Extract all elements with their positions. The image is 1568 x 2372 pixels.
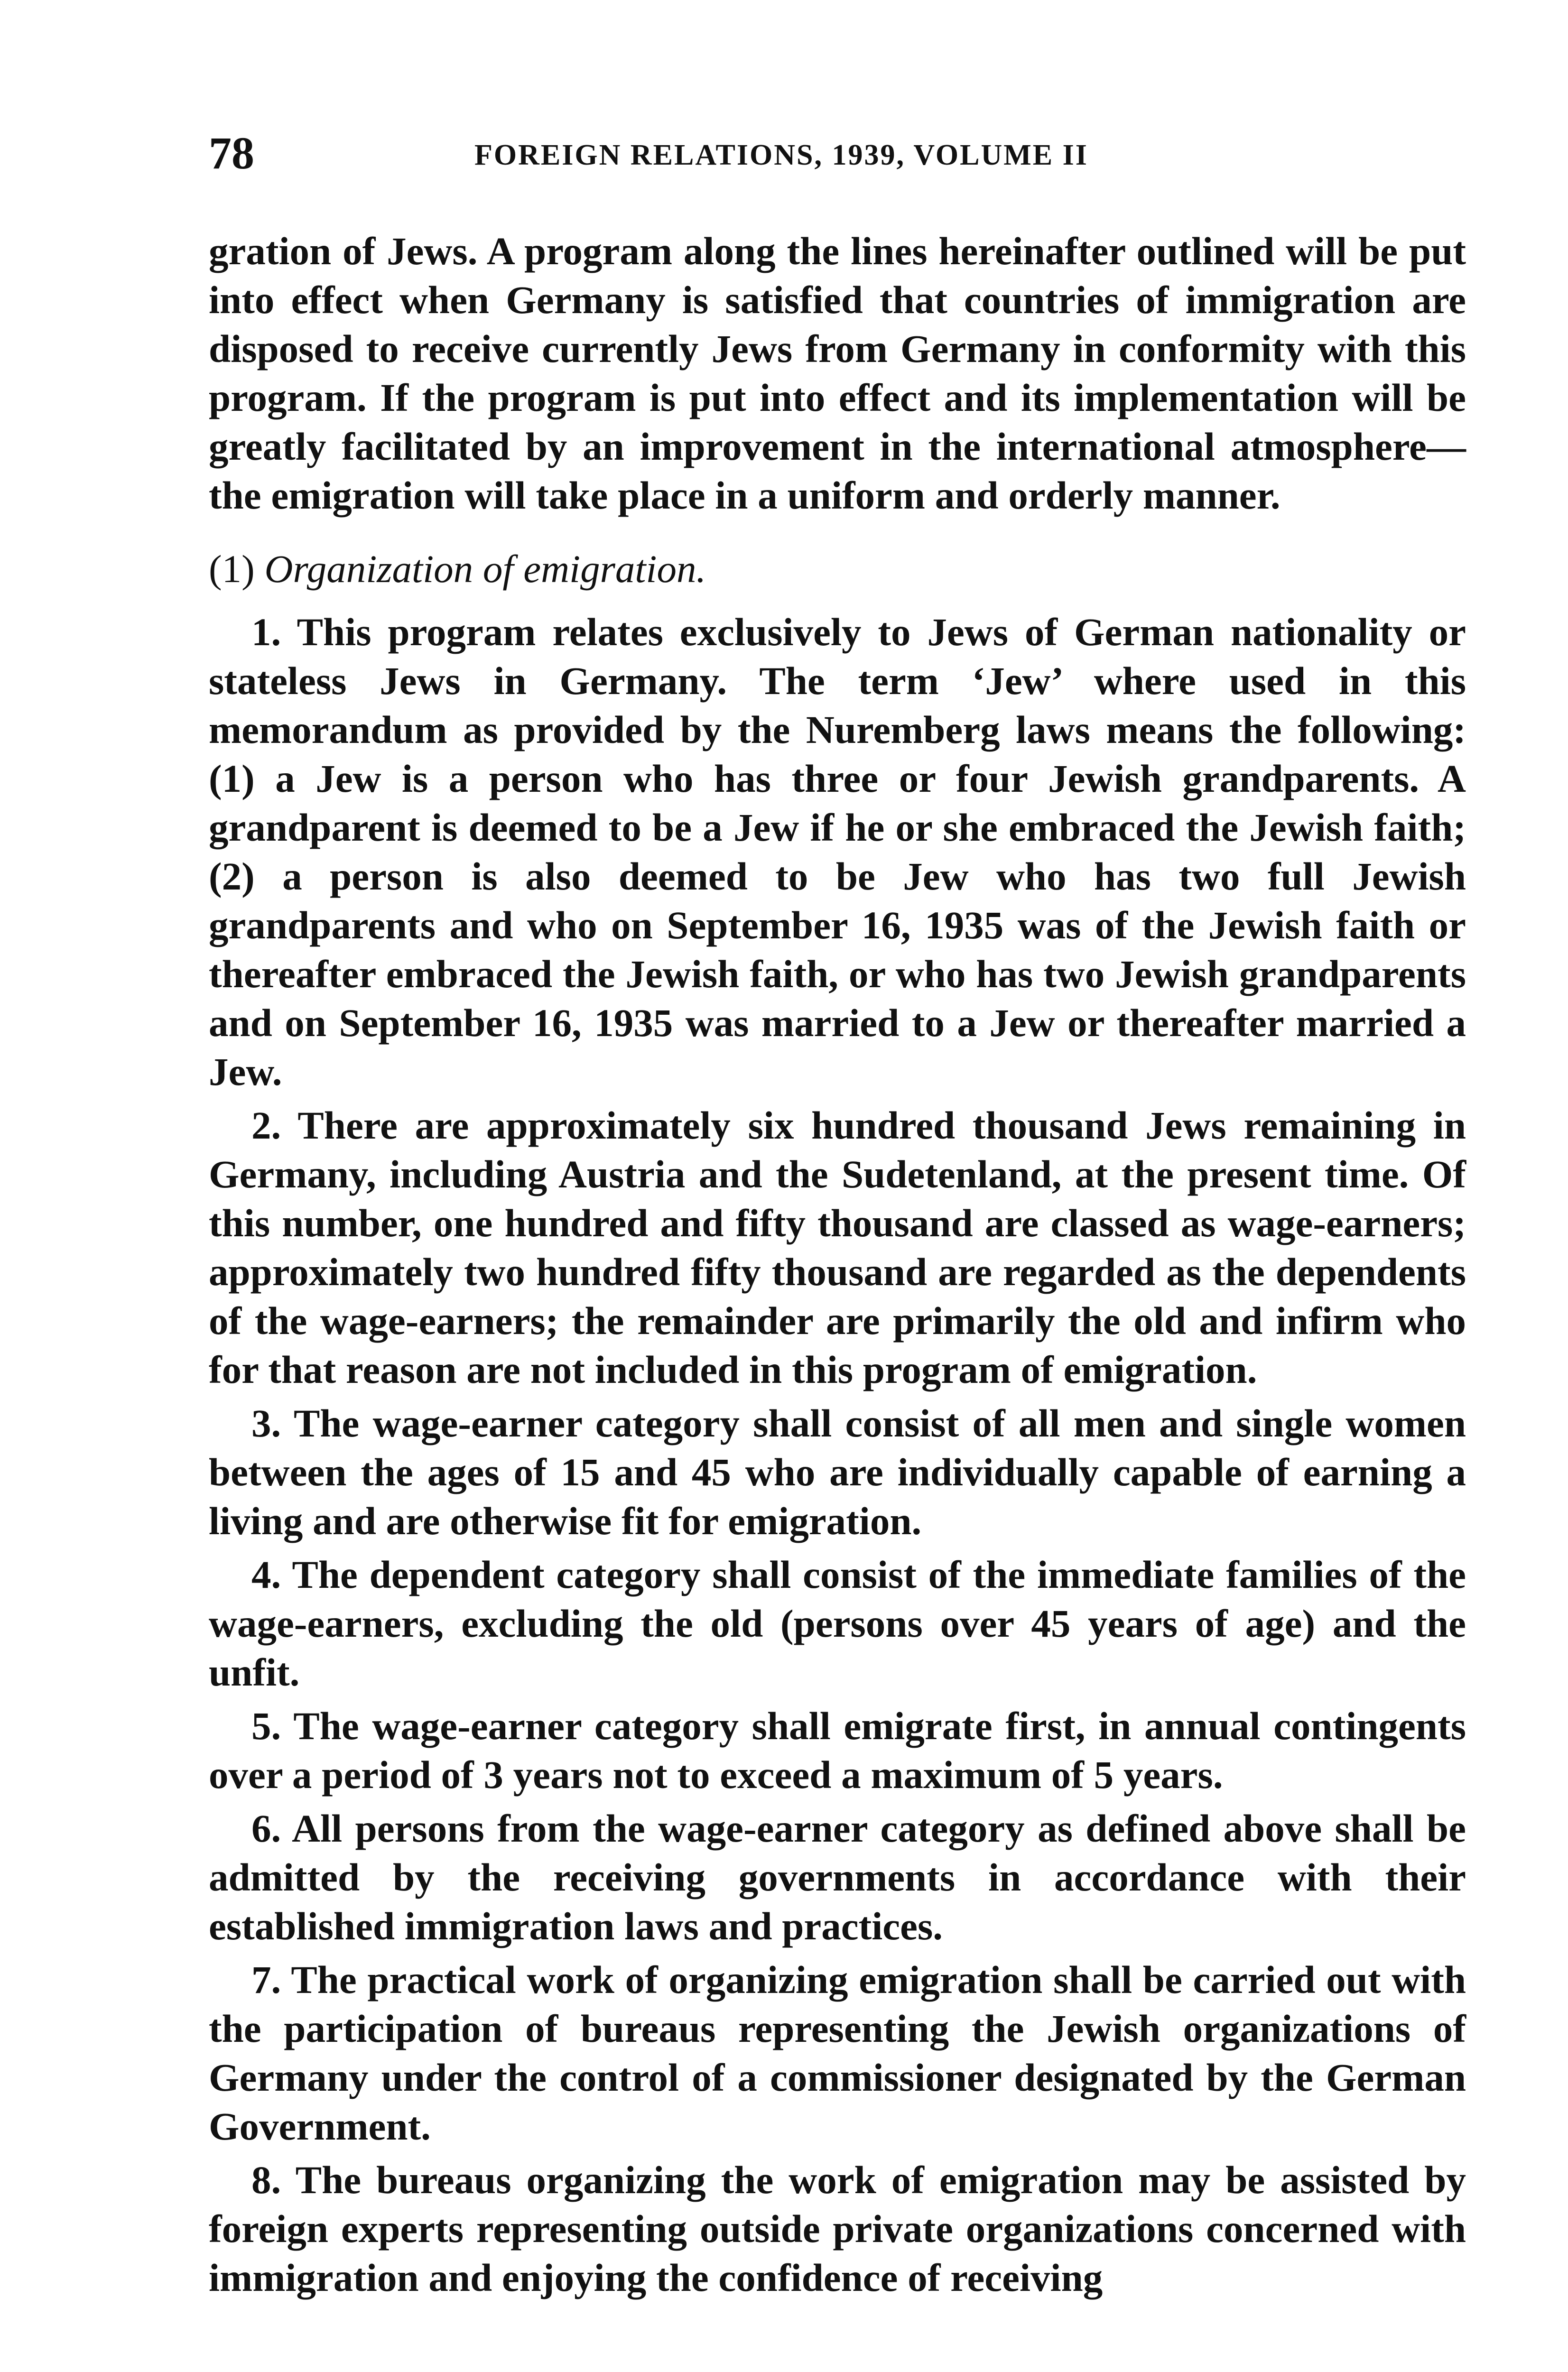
- numbered-paragraph: 1. This program relates exclusively to Jews of German nationality or stateless Jews in Germany. The term ‘Jew’ where used in this memorandum as provided by the Nuremberg laws means the following: (1) a Jew is a person who has three or four Jewish grandparents. A grandparent is deemed to be a Jew if he or she embraced the Jewish faith; (2) a person is also deemed to be Jew who has two full Jewish grandparents and who on September 16, 1935 was of the Jewish faith or thereafter embraced the Jewish faith, or who has two Jewish grandparents and on September 16, 1935 was married to a Jew or thereafter married a Jew.: [209, 610, 1466, 1093]
- body-text: [209, 227, 1466, 2302]
- section-title: Organization of emigration.: [264, 547, 706, 591]
- numbered-paragraph: 3. The wage-earner category shall consist of all men and single women between the ages of 15 and 45 who are individually capable of earning a living and are otherwise fit for emigration.: [209, 1401, 1466, 1543]
- numbered-paragraph: 2. There are approximately six hundred thousand Jews remaining in Germany, including Austria and the Sudetenland, at the present time. Of this number, one hundred and fifty thousand are classed as wage-earners; approximately two hundred fifty thousand are regarded as the dependents of the wage-earners; the remainder are primarily the old and infirm who for that reason are not included in this program of emigration.: [209, 1103, 1466, 1391]
- numbered-paragraph: 6. All persons from the wage-earner category as defined above shall be admitted by the receiving governments in accordance with their established immigration laws and practices.: [209, 1807, 1466, 1948]
- numbered-paragraph: 8. The bureaus organizing the work of emigration may be assisted by foreign experts representing outside private organizations concerned with immigration and enjoying the confidence of receiving: [209, 2158, 1466, 2299]
- numbered-paragraph: 4. The dependent category shall consist of the immediate families of the wage-earners, excluding the old (persons over 45 years of age) and the unfit.: [209, 1553, 1466, 1694]
- numbered-paragraph: 5. The wage-earner category shall emigrate first, in annual contingents over a period of 3 years not to exceed a maximum of 5 years.: [209, 1704, 1466, 1797]
- page-number: 78: [209, 128, 254, 178]
- page-header: [209, 127, 1466, 179]
- numbered-paragraph: 7. The practical work of organizing emigration shall be carried out with the participation of bureaus representing the Jewish organizations of Germany under the control of a commissioner designated by the German Government.: [209, 1958, 1466, 2148]
- intro-paragraph: gration of Jews. A program along the lines hereinafter outlined will be put into effect when Germany is satisfied that countries of immigration are disposed to receive currently Jews from Germany in conformity with this program. If the program is put into effect and its implementation will be greatly facilitated by an improvement in the international atmosphere—the emigration will take place in a uniform and orderly manner.: [209, 229, 1466, 517]
- section-heading: [209, 545, 1466, 593]
- running-head: FOREIGN RELATIONS, 1939, VOLUME II: [474, 139, 1088, 171]
- section-number: (1): [209, 547, 255, 591]
